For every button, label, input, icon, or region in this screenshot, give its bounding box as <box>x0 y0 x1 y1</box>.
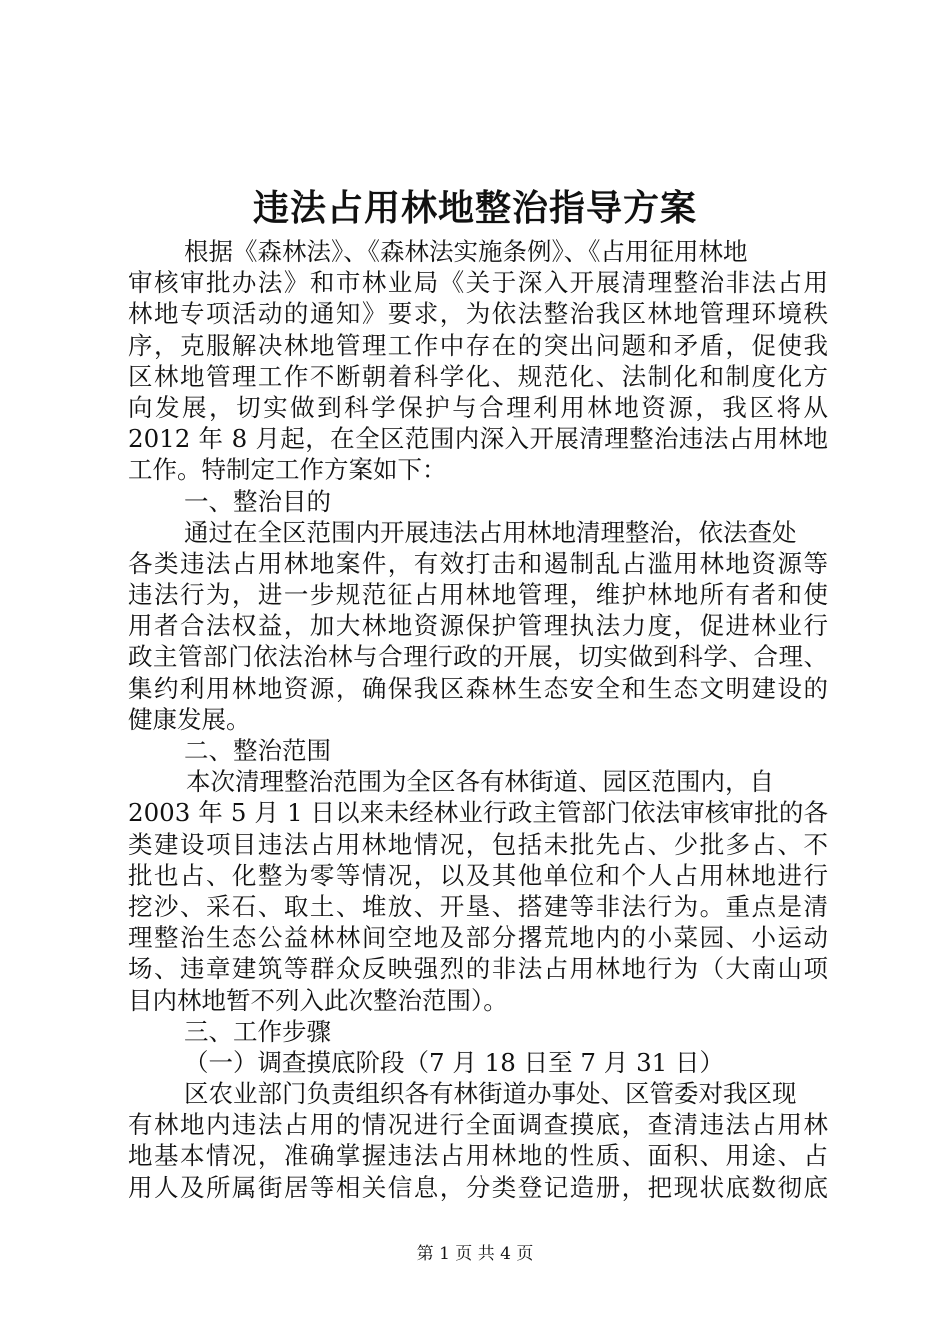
body-line: 区林地管理工作不断朝着科学化、规范化、法制化和制度化方 <box>128 361 828 391</box>
document-title: 违法占用林地整治指导方案 <box>252 187 697 229</box>
page-number-footer: 第 1 页 共 4 页 <box>416 1244 534 1264</box>
body-line: 审核审批办法》和市林业局《关于深入开展清理整治非法占用 <box>128 268 828 298</box>
body-line: 有林地内违法占用的情况进行全面调查摸底，查清违法占用林 <box>128 1110 828 1140</box>
section-heading: 三、工作步骤 <box>184 1016 331 1046</box>
body-line: 通过在全区范围内开展违法占用林地清理整治，依法查处 <box>184 517 797 547</box>
body-line: 违法行为，进一步规范征占用林地管理，维护林地所有者和使 <box>128 580 828 610</box>
body-line: 场、违章建筑等群众反映强烈的非法占用林地行为（大南山项 <box>128 954 828 984</box>
body-line: 政主管部门依法治林与合理行政的开展，切实做到科学、合理、 <box>128 642 828 672</box>
body-line: 各类违法占用林地案件，有效打击和遏制乱占滥用林地资源等 <box>128 548 828 578</box>
body-line: 健康发展。 <box>128 704 251 734</box>
section-heading: 一、整治目的 <box>184 486 331 516</box>
body-line: 地基本情况，准确掌握违法占用林地的性质、面积、用途、占 <box>128 1141 828 1171</box>
body-line: 用人及所属街居等相关信息，分类登记造册，把现状底数彻底 <box>128 1172 828 1202</box>
body-line: 林地专项活动的通知》要求，为依法整治我区林地管理环境秩 <box>128 299 828 329</box>
body-line: 挖沙、采石、取土、堆放、开垦、搭建等非法行为。重点是清 <box>128 891 828 921</box>
body-line: 区农业部门负责组织各有林街道办事处、区管委对我区现 <box>184 1079 797 1109</box>
document-body <box>128 236 828 1203</box>
body-line: 目内林地暂不列入此次整治范围）。 <box>128 985 508 1015</box>
body-line: 用者合法权益，加大林地资源保护管理执法力度，促进林业行 <box>128 611 828 641</box>
body-line: 根据《森林法》、《森林法实施条例》、《占用征用林地 <box>184 237 748 266</box>
body-line: 工作。特制定工作方案如下： <box>128 455 447 485</box>
body-line: 序，克服解决林地管理工作中存在的突出问题和矛盾，促使我 <box>128 330 828 360</box>
section-heading: 二、整治范围 <box>184 736 331 765</box>
subsection-heading: （一）调查摸底阶段（7 月 18 日至 7 月 31 日） <box>184 1047 725 1077</box>
body-line: 2003 年 5 月 1 日以来未经林业行政主管部门依法审核审批的各 <box>128 798 828 828</box>
body-line: 2012 年 8 月起，在全区范围内深入开展清理整治违法占用林地 <box>128 424 828 454</box>
body-line: 类建设项目违法占用林地情况，包括未批先占、少批多占、不 <box>128 829 828 859</box>
body-line: 本次清理整治范围为全区各有林街道、园区范围内，自 <box>186 767 774 797</box>
body-line: 向发展，切实做到科学保护与合理利用林地资源，我区将从 <box>128 392 828 422</box>
body-line: 批也占、化整为零等情况，以及其他单位和个人占用林地进行 <box>128 860 828 890</box>
body-line: 理整治生态公益林林间空地及部分撂荒地内的小菜园、小运动 <box>128 923 828 953</box>
body-line: 集约利用林地资源，确保我区森林生态安全和生态文明建设的 <box>128 673 828 703</box>
